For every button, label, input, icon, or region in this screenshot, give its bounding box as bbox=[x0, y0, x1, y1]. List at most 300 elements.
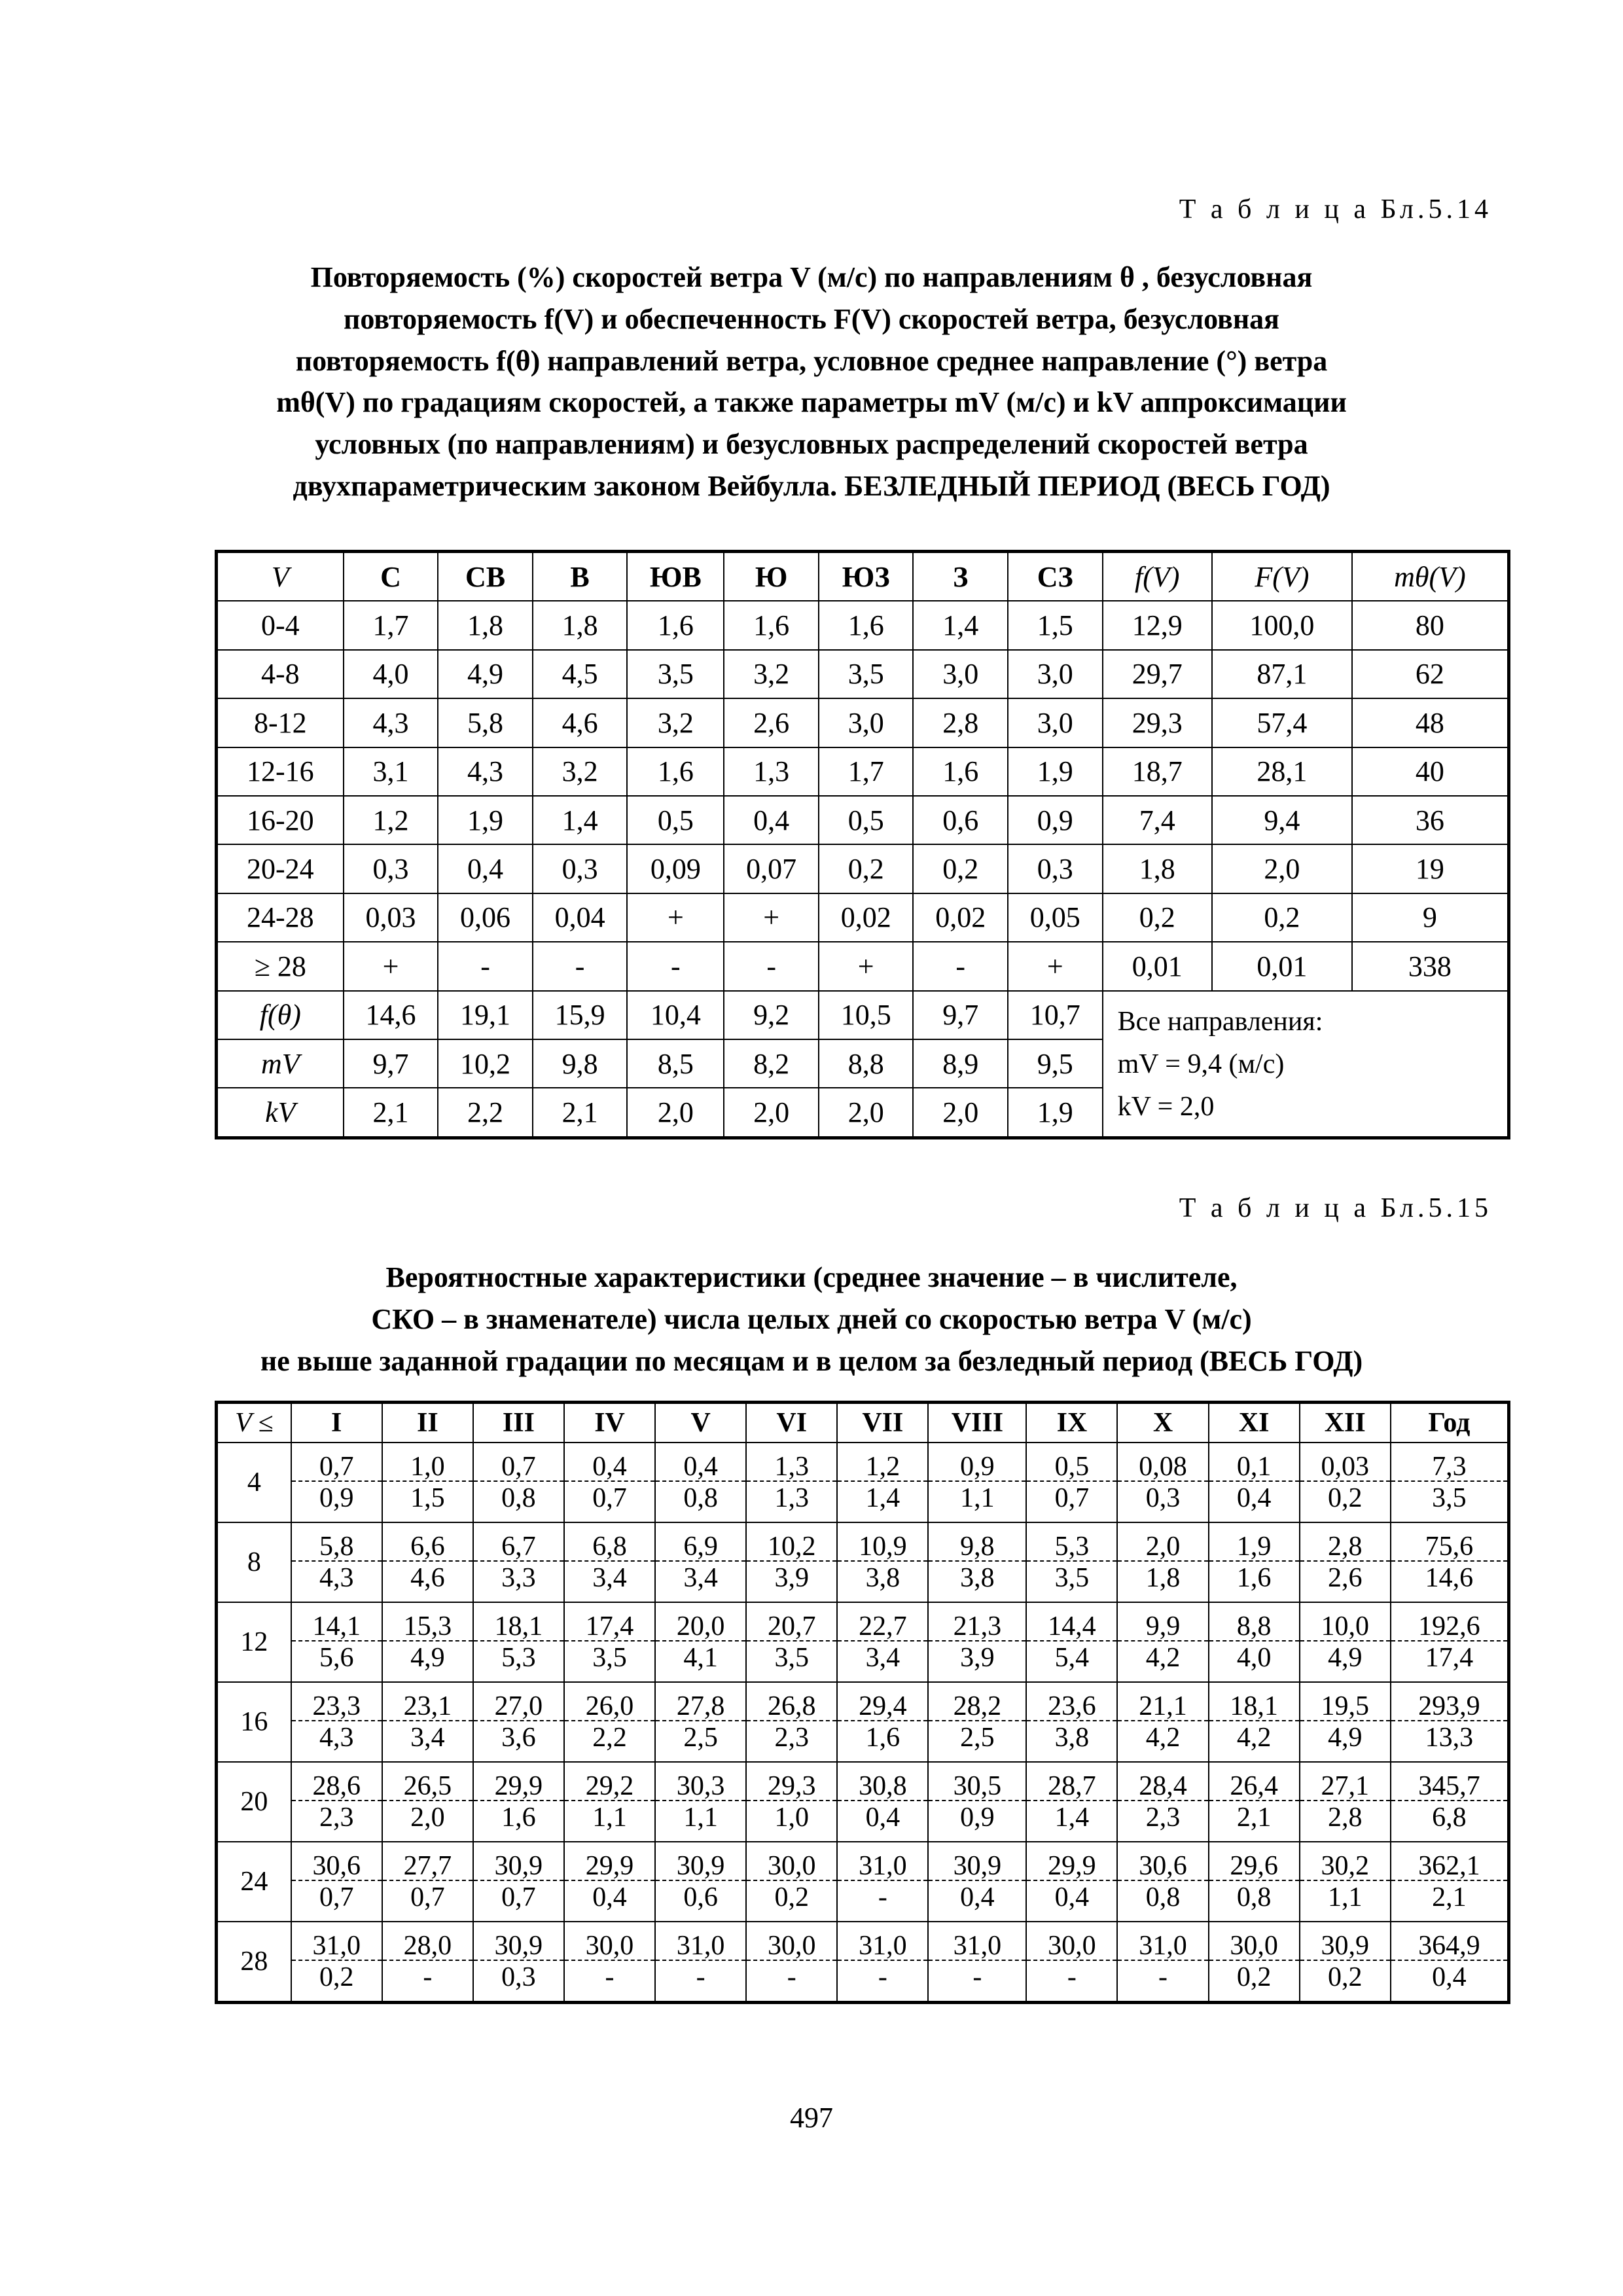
mean-cell: 29,9 bbox=[1026, 1842, 1117, 1880]
table-cell: 1,3 bbox=[724, 747, 819, 796]
mean-cell: 21,3 bbox=[928, 1602, 1026, 1641]
table-cell: 24-28 bbox=[217, 893, 344, 942]
mean-cell: 30,6 bbox=[1117, 1842, 1208, 1880]
table-cell: 4-8 bbox=[217, 650, 344, 698]
column-header: mθ(V) bbox=[1352, 552, 1509, 601]
sd-cell: 2,3 bbox=[1117, 1801, 1208, 1842]
table-cell: 1,6 bbox=[819, 601, 914, 649]
table-cell: 2,8 bbox=[913, 698, 1008, 747]
table-cell: 3,2 bbox=[533, 747, 628, 796]
sd-cell: 14,6 bbox=[1391, 1561, 1509, 1602]
mean-cell: 28,2 bbox=[928, 1682, 1026, 1721]
sd-cell: 2,5 bbox=[928, 1721, 1026, 1762]
mean-cell: 10,0 bbox=[1300, 1602, 1391, 1641]
speed-gradation: 12 bbox=[217, 1602, 291, 1682]
table-cell: 4,9 bbox=[438, 650, 533, 698]
sd-cell: 6,8 bbox=[1391, 1801, 1509, 1842]
sd-row bbox=[217, 1481, 1509, 1522]
sd-cell: 1,4 bbox=[1026, 1801, 1117, 1842]
sd-cell: 4,9 bbox=[382, 1641, 473, 1682]
table-cell: 0,01 bbox=[1212, 942, 1352, 990]
table-cell: + bbox=[627, 893, 724, 942]
table-cell: 0,5 bbox=[627, 796, 724, 844]
sd-cell: 0,2 bbox=[1300, 1960, 1391, 2003]
column-header: F(V) bbox=[1212, 552, 1352, 601]
mean-row bbox=[217, 1602, 1509, 1641]
column-header: СВ bbox=[438, 552, 533, 601]
table-cell: 0,05 bbox=[1008, 893, 1103, 942]
mean-cell: 30,0 bbox=[1209, 1922, 1300, 1960]
mean-row bbox=[217, 1522, 1509, 1561]
mean-cell: 31,0 bbox=[1117, 1922, 1208, 1960]
sd-cell: 1,1 bbox=[655, 1801, 746, 1842]
table-cell: - bbox=[724, 942, 819, 990]
sd-cell: 4,1 bbox=[655, 1641, 746, 1682]
sd-cell: 1,6 bbox=[473, 1801, 564, 1842]
table-cell: 0,3 bbox=[1008, 844, 1103, 893]
mean-cell: 29,9 bbox=[564, 1842, 655, 1880]
sd-cell: 0,8 bbox=[655, 1481, 746, 1522]
table-row bbox=[217, 796, 1509, 844]
mean-cell: 20,0 bbox=[655, 1602, 746, 1641]
table-cell: 2,0 bbox=[627, 1088, 724, 1138]
column-header: С bbox=[344, 552, 438, 601]
table-cell: 1,6 bbox=[913, 747, 1008, 796]
table-cell: 2,1 bbox=[344, 1088, 438, 1138]
sd-row bbox=[217, 1801, 1509, 1842]
sd-cell: 5,6 bbox=[291, 1641, 382, 1682]
table-cell: 10,4 bbox=[627, 991, 724, 1039]
mean-cell: 362,1 bbox=[1391, 1842, 1509, 1880]
table-row bbox=[217, 650, 1509, 698]
table-cell: 2,0 bbox=[913, 1088, 1008, 1138]
sd-cell: 3,8 bbox=[1026, 1721, 1117, 1762]
sd-cell: 4,3 bbox=[291, 1721, 382, 1762]
table-cell: 2,0 bbox=[1212, 844, 1352, 893]
table-cell: 28,1 bbox=[1212, 747, 1352, 796]
table-label: Т а б л и ц а Бл.5.14 bbox=[1179, 194, 1492, 224]
mean-cell: 23,1 bbox=[382, 1682, 473, 1721]
table-label: Т а б л и ц а Бл.5.15 bbox=[1179, 1193, 1492, 1223]
sd-cell: 0,9 bbox=[291, 1481, 382, 1522]
sd-cell: - bbox=[928, 1960, 1026, 2003]
title-line: не выше заданной градации по месяцам и в целом за безледный период (ВЕСЬ ГОД) bbox=[260, 1344, 1363, 1377]
sd-cell: 0,4 bbox=[1026, 1880, 1117, 1922]
table-cell: 1,4 bbox=[533, 796, 628, 844]
column-header: ЮВ bbox=[627, 552, 724, 601]
mean-cell: 1,0 bbox=[382, 1443, 473, 1481]
mean-cell: 17,4 bbox=[564, 1602, 655, 1641]
column-header: З bbox=[913, 552, 1008, 601]
table-cell: f(θ) bbox=[217, 991, 344, 1039]
table-cell: 0,07 bbox=[724, 844, 819, 893]
table-cell: 9,7 bbox=[913, 991, 1008, 1039]
sd-cell: 0,7 bbox=[564, 1481, 655, 1522]
table-cell: 0,4 bbox=[724, 796, 819, 844]
sd-cell: 2,1 bbox=[1391, 1880, 1509, 1922]
column-header: СЗ bbox=[1008, 552, 1103, 601]
table-cell: 3,2 bbox=[724, 650, 819, 698]
table-row bbox=[217, 601, 1509, 649]
table-cell: 1,9 bbox=[1008, 747, 1103, 796]
sd-cell: 0,2 bbox=[1209, 1960, 1300, 2003]
title-line: mθ(V) по градациям скоростей, а также параметры mV (м/с) и kV аппроксимации bbox=[276, 386, 1347, 419]
sd-cell: 3,3 bbox=[473, 1561, 564, 1602]
table-cell: 4,6 bbox=[533, 698, 628, 747]
table-cell: 48 bbox=[1352, 698, 1509, 747]
table-cell: 1,6 bbox=[627, 747, 724, 796]
table-cell: 0,3 bbox=[533, 844, 628, 893]
table-cell: 29,7 bbox=[1103, 650, 1212, 698]
table-cell: 0,2 bbox=[913, 844, 1008, 893]
mean-cell: 26,0 bbox=[564, 1682, 655, 1721]
title-line: повторяемость f(V) и обеспеченность F(V) скоростей ветра, безусловная bbox=[344, 302, 1279, 335]
column-header: ЮЗ bbox=[819, 552, 914, 601]
sd-cell: 3,5 bbox=[1391, 1481, 1509, 1522]
table-cell: 10,5 bbox=[819, 991, 914, 1039]
table-cell: 5,8 bbox=[438, 698, 533, 747]
mean-cell: 30,3 bbox=[655, 1762, 746, 1801]
mean-cell: 0,7 bbox=[291, 1443, 382, 1481]
table-cell: 0,2 bbox=[1212, 893, 1352, 942]
table-cell: 4,3 bbox=[344, 698, 438, 747]
mean-cell: 30,0 bbox=[1026, 1922, 1117, 1960]
note-line: mV = 9,4 (м/с) bbox=[1117, 1049, 1285, 1079]
mean-cell: 30,0 bbox=[746, 1922, 837, 1960]
speed-gradation: 24 bbox=[217, 1842, 291, 1922]
mean-cell: 29,4 bbox=[837, 1682, 928, 1721]
table-title bbox=[196, 257, 1427, 507]
mean-cell: 27,7 bbox=[382, 1842, 473, 1880]
title-line: двухпараметрическим законом Вейбулла. БЕЗЛЕДНЫЙ ПЕРИОД (ВЕСЬ ГОД) bbox=[293, 469, 1330, 502]
page-number: 497 bbox=[790, 2102, 833, 2134]
mean-cell: 28,7 bbox=[1026, 1762, 1117, 1801]
mean-cell: 5,8 bbox=[291, 1522, 382, 1561]
sd-cell: 0,8 bbox=[473, 1481, 564, 1522]
title-line: повторяемость f(θ) направлений ветра, условное среднее направление (°) ветра bbox=[295, 344, 1328, 377]
table-row bbox=[217, 844, 1509, 893]
table-cell: 3,5 bbox=[627, 650, 724, 698]
mean-cell: 9,8 bbox=[928, 1522, 1026, 1561]
mean-cell: 19,5 bbox=[1300, 1682, 1391, 1721]
mean-cell: 15,3 bbox=[382, 1602, 473, 1641]
table-cell: 18,7 bbox=[1103, 747, 1212, 796]
title-line: Повторяемость (%) скоростей ветра V (м/с) по направлениям θ , безусловная bbox=[310, 261, 1313, 293]
table-cell: 3,1 bbox=[344, 747, 438, 796]
column-header: Год bbox=[1391, 1403, 1509, 1443]
table-cell: + bbox=[344, 942, 438, 990]
mean-cell: 31,0 bbox=[837, 1922, 928, 1960]
mean-cell: 0,1 bbox=[1209, 1443, 1300, 1481]
table-cell: 8,9 bbox=[913, 1039, 1008, 1088]
table-cell: 0,01 bbox=[1103, 942, 1212, 990]
column-header: VII bbox=[837, 1403, 928, 1443]
table-cell: 0,6 bbox=[913, 796, 1008, 844]
sd-cell: - bbox=[1117, 1960, 1208, 2003]
mean-cell: 30,9 bbox=[473, 1922, 564, 1960]
sd-cell: 13,3 bbox=[1391, 1721, 1509, 1762]
sd-cell: 2,3 bbox=[746, 1721, 837, 1762]
sd-cell: 4,2 bbox=[1117, 1721, 1208, 1762]
mean-cell: 1,3 bbox=[746, 1443, 837, 1481]
table-cell: 1,6 bbox=[724, 601, 819, 649]
table-cell: 3,0 bbox=[819, 698, 914, 747]
table-cell: + bbox=[724, 893, 819, 942]
sd-cell: 2,2 bbox=[564, 1721, 655, 1762]
all-directions-note bbox=[1103, 991, 1509, 1138]
table-cell: 1,9 bbox=[1008, 1088, 1103, 1138]
summary-row bbox=[217, 991, 1509, 1039]
table-cell: 8,2 bbox=[724, 1039, 819, 1088]
table-cell: 9,2 bbox=[724, 991, 819, 1039]
sd-cell: 1,1 bbox=[1300, 1880, 1391, 1922]
column-header: I bbox=[291, 1403, 382, 1443]
mean-cell: 6,6 bbox=[382, 1522, 473, 1561]
sd-cell: 3,5 bbox=[1026, 1561, 1117, 1602]
mean-cell: 6,9 bbox=[655, 1522, 746, 1561]
table-cell: 9,7 bbox=[344, 1039, 438, 1088]
mean-cell: 20,7 bbox=[746, 1602, 837, 1641]
title-line: СКО – в знаменателе) числа целых дней со скоростью ветра V (м/с) bbox=[371, 1302, 1252, 1335]
mean-cell: 28,4 bbox=[1117, 1762, 1208, 1801]
column-header: V bbox=[217, 552, 344, 601]
note-line: kV = 2,0 bbox=[1117, 1091, 1215, 1122]
mean-cell: 31,0 bbox=[291, 1922, 382, 1960]
mean-cell: 30,9 bbox=[928, 1842, 1026, 1880]
sd-cell: 1,3 bbox=[746, 1481, 837, 1522]
mean-cell: 7,3 bbox=[1391, 1443, 1509, 1481]
sd-cell: 4,2 bbox=[1117, 1641, 1208, 1682]
table-cell: 14,6 bbox=[344, 991, 438, 1039]
table-cell: 1,8 bbox=[438, 601, 533, 649]
table-cell: - bbox=[627, 942, 724, 990]
table-cell: 0,02 bbox=[819, 893, 914, 942]
table-cell: kV bbox=[217, 1088, 344, 1138]
sd-cell: 2,3 bbox=[291, 1801, 382, 1842]
mean-cell: 0,7 bbox=[473, 1443, 564, 1481]
table-cell: 0,02 bbox=[913, 893, 1008, 942]
sd-cell: 0,7 bbox=[291, 1880, 382, 1922]
mean-cell: 30,5 bbox=[928, 1762, 1026, 1801]
mean-cell: 27,0 bbox=[473, 1682, 564, 1721]
mean-cell: 30,6 bbox=[291, 1842, 382, 1880]
table-cell: 0,04 bbox=[533, 893, 628, 942]
table-title bbox=[196, 1257, 1427, 1382]
sd-cell: 0,4 bbox=[1209, 1481, 1300, 1522]
table-cell: 15,9 bbox=[533, 991, 628, 1039]
table-cell: 2,2 bbox=[438, 1088, 533, 1138]
mean-cell: 10,9 bbox=[837, 1522, 928, 1561]
table-cell: - bbox=[913, 942, 1008, 990]
mean-cell: 192,6 bbox=[1391, 1602, 1509, 1641]
mean-cell: 345,7 bbox=[1391, 1762, 1509, 1801]
mean-row bbox=[217, 1922, 1509, 1960]
table-cell: 9,4 bbox=[1212, 796, 1352, 844]
sd-cell: - bbox=[382, 1960, 473, 2003]
table-cell: 1,8 bbox=[1103, 844, 1212, 893]
sd-row bbox=[217, 1960, 1509, 2003]
mean-cell: 6,8 bbox=[564, 1522, 655, 1561]
table-cell: 0,06 bbox=[438, 893, 533, 942]
mean-cell: 31,0 bbox=[928, 1922, 1026, 1960]
table-cell: 40 bbox=[1352, 747, 1509, 796]
mean-cell: 75,6 bbox=[1391, 1522, 1509, 1561]
column-header: X bbox=[1117, 1403, 1208, 1443]
mean-cell: 0,4 bbox=[655, 1443, 746, 1481]
table-cell: 19 bbox=[1352, 844, 1509, 893]
mean-cell: 14,1 bbox=[291, 1602, 382, 1641]
sd-cell: 0,7 bbox=[1026, 1481, 1117, 1522]
table-cell: 16-20 bbox=[217, 796, 344, 844]
table-cell: 1,9 bbox=[438, 796, 533, 844]
sd-cell: 3,4 bbox=[382, 1721, 473, 1762]
mean-row bbox=[217, 1443, 1509, 1481]
column-header: Ю bbox=[724, 552, 819, 601]
mean-cell: 28,0 bbox=[382, 1922, 473, 1960]
mean-cell: 10,2 bbox=[746, 1522, 837, 1561]
table-cell: 1,7 bbox=[344, 601, 438, 649]
mean-cell: 30,8 bbox=[837, 1762, 928, 1801]
column-header: IX bbox=[1026, 1403, 1117, 1443]
mean-row bbox=[217, 1842, 1509, 1880]
sd-cell: 2,1 bbox=[1209, 1801, 1300, 1842]
sd-cell: 4,0 bbox=[1209, 1641, 1300, 1682]
mean-cell: 0,08 bbox=[1117, 1443, 1208, 1481]
mean-cell: 14,4 bbox=[1026, 1602, 1117, 1641]
table-cell: 1,4 bbox=[913, 601, 1008, 649]
table-cell: 8-12 bbox=[217, 698, 344, 747]
title-line: условных (по направлениям) и безусловных распределений скоростей ветра bbox=[315, 428, 1308, 461]
sd-cell: 4,9 bbox=[1300, 1641, 1391, 1682]
mean-cell: 26,5 bbox=[382, 1762, 473, 1801]
table-row bbox=[217, 747, 1509, 796]
table-cell: 2,6 bbox=[724, 698, 819, 747]
sd-cell: - bbox=[746, 1960, 837, 2003]
sd-cell: 1,8 bbox=[1117, 1561, 1208, 1602]
mean-cell: 26,8 bbox=[746, 1682, 837, 1721]
column-header: III bbox=[473, 1403, 564, 1443]
table-cell: 87,1 bbox=[1212, 650, 1352, 698]
mean-cell: 5,3 bbox=[1026, 1522, 1117, 1561]
sd-row bbox=[217, 1880, 1509, 1922]
mean-cell: 9,9 bbox=[1117, 1602, 1208, 1641]
mean-cell: 27,8 bbox=[655, 1682, 746, 1721]
mean-cell: 29,9 bbox=[473, 1762, 564, 1801]
sd-cell: 1,0 bbox=[746, 1801, 837, 1842]
mean-cell: 23,6 bbox=[1026, 1682, 1117, 1721]
sd-cell: 0,6 bbox=[655, 1880, 746, 1922]
speed-gradation: 8 bbox=[217, 1522, 291, 1602]
table-row bbox=[217, 942, 1509, 990]
table-row bbox=[217, 893, 1509, 942]
sd-cell: 4,6 bbox=[382, 1561, 473, 1602]
mean-cell: 21,1 bbox=[1117, 1682, 1208, 1721]
table-row bbox=[217, 698, 1509, 747]
sd-cell: 0,3 bbox=[473, 1960, 564, 2003]
mean-cell: 29,2 bbox=[564, 1762, 655, 1801]
table-cell: 3,5 bbox=[819, 650, 914, 698]
table-cell: 7,4 bbox=[1103, 796, 1212, 844]
table-cell: 0,5 bbox=[819, 796, 914, 844]
table-cell: 62 bbox=[1352, 650, 1509, 698]
sd-cell: 3,4 bbox=[564, 1561, 655, 1602]
table-cell: 80 bbox=[1352, 601, 1509, 649]
table-cell: 1,7 bbox=[819, 747, 914, 796]
sd-cell: 0,4 bbox=[837, 1801, 928, 1842]
mean-cell: 18,1 bbox=[473, 1602, 564, 1641]
sd-cell: 2,6 bbox=[1300, 1561, 1391, 1602]
column-header: II bbox=[382, 1403, 473, 1443]
sd-cell: 3,8 bbox=[837, 1561, 928, 1602]
table-cell: 3,2 bbox=[627, 698, 724, 747]
column-header: IV bbox=[564, 1403, 655, 1443]
mean-cell: 30,2 bbox=[1300, 1842, 1391, 1880]
speed-gradation: 28 bbox=[217, 1922, 291, 2003]
table-cell: 4,3 bbox=[438, 747, 533, 796]
table-cell: - bbox=[533, 942, 628, 990]
mean-cell: 2,0 bbox=[1117, 1522, 1208, 1561]
sd-cell: 0,2 bbox=[291, 1960, 382, 2003]
sd-row bbox=[217, 1641, 1509, 1682]
column-header: VI bbox=[746, 1403, 837, 1443]
table-cell: 100,0 bbox=[1212, 601, 1352, 649]
table-cell: 29,3 bbox=[1103, 698, 1212, 747]
sd-cell: 3,8 bbox=[928, 1561, 1026, 1602]
table-cell: + bbox=[1008, 942, 1103, 990]
table-cell: 0,2 bbox=[1103, 893, 1212, 942]
sd-cell: 3,5 bbox=[746, 1641, 837, 1682]
sd-cell: 0,4 bbox=[564, 1880, 655, 1922]
sd-cell: - bbox=[837, 1960, 928, 2003]
table-cell: 1,6 bbox=[627, 601, 724, 649]
table-cell: 0,3 bbox=[344, 844, 438, 893]
column-header: XII bbox=[1300, 1403, 1391, 1443]
speed-gradation: 4 bbox=[217, 1443, 291, 1522]
sd-cell: 1,5 bbox=[382, 1481, 473, 1522]
table-cell: 9,8 bbox=[533, 1039, 628, 1088]
sd-cell: 0,7 bbox=[473, 1880, 564, 1922]
table-cell: 57,4 bbox=[1212, 698, 1352, 747]
sd-cell: 3,4 bbox=[655, 1561, 746, 1602]
sd-cell: 1,1 bbox=[928, 1481, 1026, 1522]
sd-cell: 5,3 bbox=[473, 1641, 564, 1682]
sd-cell: 0,2 bbox=[746, 1880, 837, 1922]
mean-cell: 364,9 bbox=[1391, 1922, 1509, 1960]
table-cell: - bbox=[438, 942, 533, 990]
table-cell: 36 bbox=[1352, 796, 1509, 844]
mean-cell: 2,8 bbox=[1300, 1522, 1391, 1561]
mean-cell: 31,0 bbox=[837, 1842, 928, 1880]
table-cell: 2,0 bbox=[819, 1088, 914, 1138]
sd-cell: 0,8 bbox=[1117, 1880, 1208, 1922]
table-cell: 4,5 bbox=[533, 650, 628, 698]
table-cell: 10,2 bbox=[438, 1039, 533, 1088]
mean-cell: 29,6 bbox=[1209, 1842, 1300, 1880]
mean-cell: 30,9 bbox=[473, 1842, 564, 1880]
mean-cell: 30,0 bbox=[564, 1922, 655, 1960]
column-header: VIII bbox=[928, 1403, 1026, 1443]
table-cell: 2,1 bbox=[533, 1088, 628, 1138]
mean-cell: 1,9 bbox=[1209, 1522, 1300, 1561]
sd-cell: 3,9 bbox=[928, 1641, 1026, 1682]
column-header: f(V) bbox=[1103, 552, 1212, 601]
mean-cell: 27,1 bbox=[1300, 1762, 1391, 1801]
sd-cell: 3,5 bbox=[564, 1641, 655, 1682]
sd-cell: 3,4 bbox=[837, 1641, 928, 1682]
sd-cell: - bbox=[564, 1960, 655, 2003]
speed-gradation: 16 bbox=[217, 1682, 291, 1762]
mean-cell: 30,0 bbox=[746, 1842, 837, 1880]
